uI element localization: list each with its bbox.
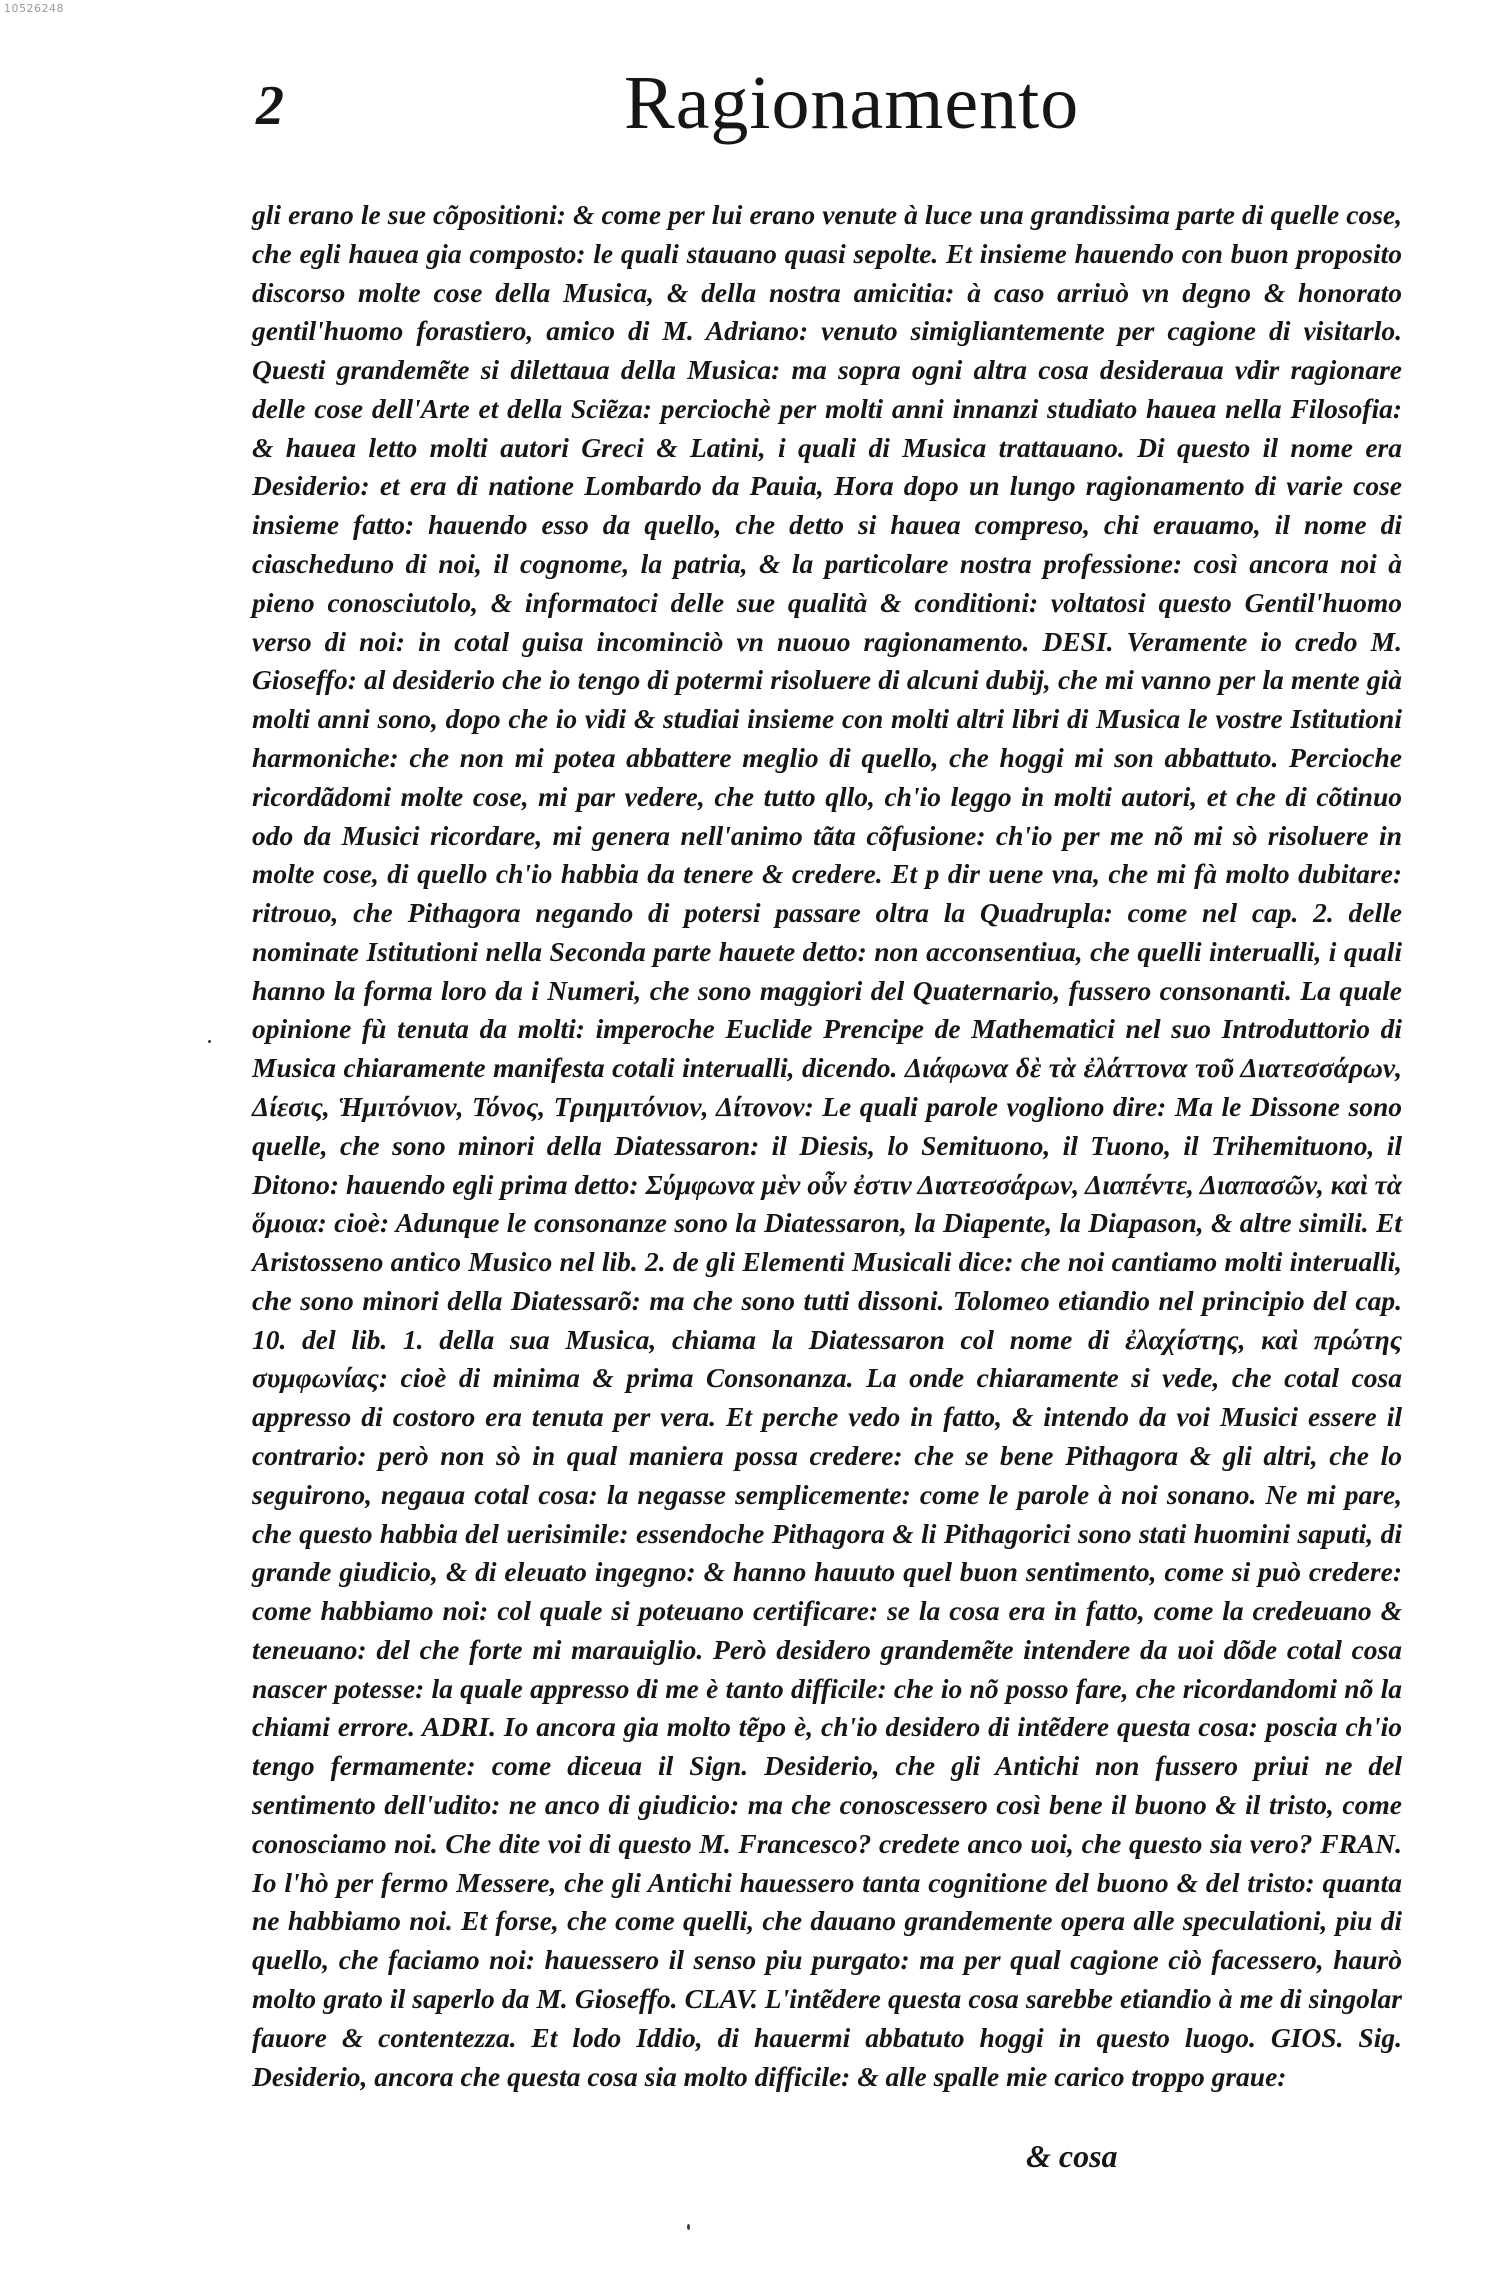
- running-head: [252, 60, 1412, 160]
- body-text: gli erano le sue cõpositioni: & come per lui erano venute à luce una grandissima parte di quelle cose, che egli hauea gia composto: le quali stauano quasi sepolte. Et insieme hauendo con buon proposito discorso molte cose della Musica, & della nostra amicitia: à caso arriuò vn degno & honorato gentil'huomo forastiero, amico di M. Adriano: venuto simigliantemente per cagione di visitarlo. Questi grandemẽte si dilettaua della Musica: ma sopra ogni altra cosa desideraua vdir ragionare delle cose dell'Arte et della Scie͂za: perciochè per molti anni innanzi studiato hauea nella Filosofia: & hauea letto molti autori Greci & Latini, i quali di Musica trattauano. Di questo il nome era Desiderio: et era di natione Lombardo da Pauia, Hora dopo un lungo ragionamento di varie cose insieme fatto: hauendo esso da quello, che detto si hauea compreso, chi erauamo, il nome di ciascheduno di noi, il cognome, la patria, & la particolare nostra professione: così ancora noi à pieno conosciutolo, & informatoci delle sue qualità & conditioni: voltatosi questo Gentil'huomo verso di noi: in cotal guisa incominciò vn nuouo ragionamento. DESI. Veramente io credo M. Gioseffo: al desiderio che io tengo di potermi risoluere di alcuni dubij, che mi vanno per la mente già molti anni sono, dopo che io vidi & studiai insieme con molti altri libri di Musica le vostre Istitutioni harmoniche: che non mi potea abbattere meglio di quello, che hoggi mi son abbattuto. Percioche ricordãdomi molte cose, mi par vedere, che tutto qllo, ch'io leggo in molti autori, et che di cõtinuo odo da Musici ricordare, mi genera nell'animo tãta cõfusione: ch'io per me nõ mi sò risoluere in molte cose, di quello ch'io habbia da tenere & credere. Et p dir uene vna, che mi fà molto dubitare: ritrouo, che Pithagora negando di potersi passare oltra la Quadrupla: come nel cap. 2. delle nominate Istitutioni nella Seconda parte hauete detto: non acconsentiua, che quelli interualli, i quali hanno la forma loro da i Numeri, che sono maggiori del Quaternario, fussero consonanti. La quale opinione fù tenuta da molti: imperoche Euclide Prencipe de Mathematici nel suo Introduttorio di Musica chiaramente manifesta cotali interualli, dicendo. Διάφωνα δὲ τὰ ἐλάττονα τοῦ Διατεσσάρων, Δίεσις, Ἡμιτόνιον, Τόνος, Τριημιτόνιον, Δίτονον: Le quali parole vogliono dire: Ma le Dissone sono quelle, che sono minori della Diatessaron: il Diesis, lo Semituono, il Tuono, il Trihemituono, il Ditono: hauendo egli prima detto: Σύμφωνα μὲν οὖν ἐστιν Διατεσσάρων, Διαπέντε, Διαπασῶν, καὶ τὰ ὅμοια: cioè: Adunque le consonanze sono la Diatessaron, la Diapente, la Diapason, & altre simili. Et Aristosseno antico Musico nel lib. 2. de gli Elementi Musicali dice: che noi cantiamo molti interualli, che sono minori della Diatessarõ: ma che sono tutti dissoni. Tolomeo etiandio nel principio del cap. 10. del lib. 1. della sua Musica, chiama la Diatessaron col nome di ἐλαχίστης, καὶ πρώτης συμφωνίας: cioè di minima & prima Consonanza. La onde chiaramente si vede, che cotal cosa appresso di costoro era tenuta per vera. Et perche vedo in fatto, & intendo da voi Musici essere il contrario: però non sò in qual maniera possa credere: che se bene Pithagora & gli altri, che lo seguirono, negaua cotal cosa: la negasse semplicemente: come le parole à noi sonano. Ne mi pare, che questo habbia del uerisimile: essendoche Pithagora & li Pithagorici sono stati huomini saputi, di grande giudicio, & di eleuato ingegno: & hanno hauuto quel buon sentimento, come si può credere: come habbiamo noi: col quale si poteuano certificare: se la cosa era in fatto, come la credeuano & teneuano: del che forte mi marauiglio. Però desidero grandemẽte intendere da uoi dõde cotal cosa nascer potesse: la quale appresso di me è tanto difficile: che io nõ posso fare, che ricordandomi nõ la chiami errore. ADRI. Io ancora gia molto tẽpo è, ch'io desidero di intẽdere questa cosa: poscia ch'io tengo fermamente: come diceua il Sign. Desiderio, che gli Antichi non fussero priui ne del sentimento dell'udito: ne anco di giudicio: ma che conoscessero così bene il buono & il tristo, come conosciamo noi. Che dite voi di questo M. Francesco? credete anco uoi, che questo sia vero? FRAN. Io l'hò per fermo Messere, che gli Antichi hauessero tanta cognitione del buono & del tristo: quanta ne habbiamo noi. Et forse, che come quelli, che dauano grandemente opera alle speculationi, piu di quello, che faciamo noi: hauessero il senso piu purgato: ma per qual cagione ciò facessero, haurò molto grato il saperlo da M. Gioseffo. CLAV. L'intẽdere questa cosa sarebbe etiandio à me di singolar fauore & contentezza. Et lodo Iddio, di hauermi abbatuto hoggi in questo luogo. GIOS. Sig. Desiderio, ancora che questa cosa sia molto difficile: & alle spalle mie carico troppo graue:: [252, 199, 1402, 2092]
- catchword: & cosa: [1026, 2138, 1118, 2174]
- running-title: Ragionamento: [624, 61, 1080, 145]
- ink-speck: [687, 2224, 690, 2230]
- ink-speck: [208, 1040, 211, 1043]
- page-number: 2: [256, 75, 284, 137]
- scan-identifier: 10526248: [4, 2, 64, 15]
- book-page: [252, 60, 1412, 2096]
